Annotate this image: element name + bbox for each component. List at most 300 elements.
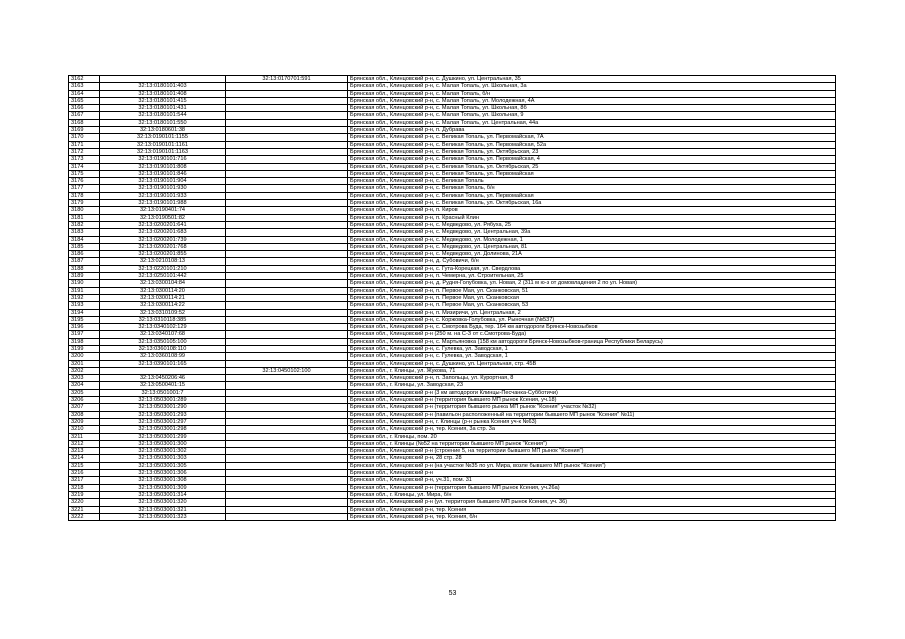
cadastral-number-cell: 32:13:0200201:683: [100, 229, 226, 236]
row-number-cell: 3166: [69, 105, 100, 112]
row-number-cell: 3192: [69, 294, 100, 301]
cadastral-number-alt-cell: 32:13:0170701:591: [226, 76, 348, 83]
cadastral-number-alt-cell: [226, 499, 348, 506]
table-row: [69, 83, 836, 90]
address-cell: Брянская обл., Клинцовский р-н, с. Душкино, ул. Центральная, стр. 45В: [348, 360, 836, 367]
table-row: [69, 309, 836, 316]
cadastral-number-alt-cell: [226, 221, 348, 228]
row-number-cell: 3212: [69, 440, 100, 447]
address-cell: Брянская обл., Клинцовский р-н, с. Гулевка, ул. Заводская, 1: [348, 345, 836, 352]
cadastral-number-alt-cell: [226, 229, 348, 236]
address-cell: Брянская обл., Клинцовский р-н, с. Малая Топаль, ул. Центральная, 44а: [348, 119, 836, 126]
row-number-cell: 3203: [69, 375, 100, 382]
cadastral-number-alt-cell: [226, 200, 348, 207]
cadastral-number-cell: 32:13:0350105:100: [100, 338, 226, 345]
row-number-cell: 3215: [69, 462, 100, 469]
table-row: [69, 448, 836, 455]
cadastral-number-cell: 32:13:0503001:314: [100, 491, 226, 498]
cadastral-number-cell: 32:13:0210108:13: [100, 258, 226, 265]
cadastral-number-alt-cell: [226, 302, 348, 309]
address-cell: Брянская обл., Клинцовский р-н (строение 5, на территории бывшего МП рынок "Ксения"): [348, 448, 836, 455]
address-cell: Брянская обл., г. Клинцы, ул. Жукова, 71: [348, 367, 836, 374]
cadastral-number-alt-cell: [226, 462, 348, 469]
page-number: 53: [448, 590, 457, 597]
cadastral-number-cell: 32:13:0450206:46: [100, 375, 226, 382]
cadastral-number-cell: 32:13:0190101:930: [100, 185, 226, 192]
row-number-cell: 3188: [69, 265, 100, 272]
cadastral-number-cell: 32:13:0190101:904: [100, 178, 226, 185]
row-number-cell: 3185: [69, 243, 100, 250]
address-cell: Брянская обл., Клинцовский р-н (территория бывшего МП рынок Ксения, уч.18): [348, 397, 836, 404]
row-number-cell: 3173: [69, 156, 100, 163]
table-row: [69, 170, 836, 177]
cadastral-number-alt-cell: [226, 258, 348, 265]
address-cell: Брянская обл., Клинцовский р-н, с. Медведово, ул. Молодежная, 1: [348, 236, 836, 243]
address-cell: Брянская обл., Клинцовский р-н, с. Медведово, ул. Долинова, 21А: [348, 251, 836, 258]
cadastral-number-cell: 32:13:0503001:299: [100, 433, 226, 440]
cadastral-number-alt-cell: [226, 316, 348, 323]
cadastral-number-alt-cell: [226, 411, 348, 418]
cadastral-number-cell: 32:13:0200201:855: [100, 251, 226, 258]
row-number-cell: 3191: [69, 287, 100, 294]
table-row: [69, 426, 836, 433]
cadastral-number-cell: 32:13:0503001:289: [100, 397, 226, 404]
row-number-cell: 3193: [69, 302, 100, 309]
cadastral-number-cell: 32:13:0503001:323: [100, 513, 226, 520]
table-row: [69, 258, 836, 265]
address-cell: Брянская обл., Клинцовский р-н, с. Душкино, ул. Центральная, 35: [348, 76, 836, 83]
table-row: [69, 411, 836, 418]
row-number-cell: 3175: [69, 170, 100, 177]
table-row: [69, 397, 836, 404]
address-cell: Брянская обл., Клинцовский р-н, п. Первое Мая, ул. Сканковская, 51: [348, 287, 836, 294]
table-row: [69, 148, 836, 155]
row-number-cell: 3187: [69, 258, 100, 265]
address-cell: Брянская обл., Клинцовский р-н, с. Медведово, ул. Центральная, 39а: [348, 229, 836, 236]
address-cell: Брянская обл., Клинцовский р-н, с. Великая Топаль, ул. Октябрьская, 25: [348, 163, 836, 170]
cadastral-number-alt-cell: [226, 389, 348, 396]
cadastral-number-alt-cell: [226, 294, 348, 301]
table-row: [69, 119, 836, 126]
cadastral-number-alt-cell: [226, 484, 348, 491]
table-row: [69, 200, 836, 207]
table-row: [69, 134, 836, 141]
table-row: [69, 338, 836, 345]
address-cell: Брянская обл., г. Клинцы, ул. Заводская, 23: [348, 382, 836, 389]
row-number-cell: 3190: [69, 280, 100, 287]
address-cell: Брянская обл., Клинцовский р-н (3 км автодороги Клинцы-Песчанка-Субботичи): [348, 389, 836, 396]
row-number-cell: 3182: [69, 221, 100, 228]
cadastral-number-cell: 32:13:0180101:550: [100, 119, 226, 126]
address-cell: Брянская обл., Клинцовский р-н, д. Субовичи, б/н: [348, 258, 836, 265]
address-cell: Брянская обл., Клинцовский р-н, г. Клинцы (р-н рынка Ксения уч-к №63): [348, 418, 836, 425]
cadastral-number-cell: 32:13:0300104:84: [100, 280, 226, 287]
row-number-cell: 3186: [69, 251, 100, 258]
address-cell: Брянская обл., Клинцовский р-н, тер. Ксения, 3а стр. 3а: [348, 426, 836, 433]
cadastral-number-alt-cell: [226, 477, 348, 484]
cadastral-number-cell: 32:13:0503001:293: [100, 411, 226, 418]
cadastral-number-cell: 32:13:0500401:15: [100, 382, 226, 389]
cadastral-number-alt-cell: [226, 506, 348, 513]
cadastral-number-alt-cell: [226, 513, 348, 520]
table-row: [69, 207, 836, 214]
table-row: [69, 178, 836, 185]
row-number-cell: 3171: [69, 141, 100, 148]
table-row: [69, 345, 836, 352]
table-row: [69, 90, 836, 97]
cadastral-number-alt-cell: [226, 243, 348, 250]
cadastral-number-cell: 32:13:0190101:1155: [100, 134, 226, 141]
cadastral-number-cell: 32:13:0190101:933: [100, 192, 226, 199]
table-row: [69, 433, 836, 440]
row-number-cell: 3165: [69, 97, 100, 104]
address-cell: Брянская обл., Клинцовский р-н, п. Красный Клин: [348, 214, 836, 221]
cadastral-number-alt-cell: [226, 309, 348, 316]
cadastral-number-cell: 32:13:0190101:988: [100, 200, 226, 207]
address-cell: Брянская обл., Клинцовский р-н (ул. территория бывшего МП рынок Ксения, уч. 36): [348, 499, 836, 506]
row-number-cell: 3213: [69, 448, 100, 455]
cadastral-number-cell: 32:13:0180101:408: [100, 90, 226, 97]
cadastral-number-alt-cell: [226, 382, 348, 389]
table-row: [69, 470, 836, 477]
table-row: [69, 236, 836, 243]
row-number-cell: 3206: [69, 397, 100, 404]
cadastral-number-alt-cell: [226, 112, 348, 119]
cadastral-number-cell: 32:13:0340102:129: [100, 324, 226, 331]
row-number-cell: 3195: [69, 316, 100, 323]
row-number-cell: 3219: [69, 491, 100, 498]
cadastral-number-cell: 32:13:0503001:309: [100, 484, 226, 491]
table-row: [69, 513, 836, 520]
address-cell: Брянская обл., Клинцовский р-н (павильон расположенный на территории бывшего МП рынок "Ксения" №11): [348, 411, 836, 418]
table-row: [69, 455, 836, 462]
address-cell: Брянская обл., Клинцовский р-н, п. Мизиричи, ул. Центральная, 2: [348, 309, 836, 316]
address-cell: Брянская обл., Клинцовский р-н, с. Великая Топаль, ул. Первомайская: [348, 192, 836, 199]
address-cell: Брянская обл., Клинцовский р-н, с. Великая Топаль, ул. Первомайская, 52а: [348, 141, 836, 148]
table-row: [69, 112, 836, 119]
address-cell: Брянская обл., Клинцовский р-н, п. Дубрава: [348, 127, 836, 134]
row-number-cell: 3211: [69, 433, 100, 440]
row-number-cell: 3205: [69, 389, 100, 396]
address-cell: Брянская обл., Клинцовский р-н, с. Медведово, ул. Рябуха, 25: [348, 221, 836, 228]
cadastral-number-cell: 32:13:0190101:1163: [100, 148, 226, 155]
row-number-cell: 3201: [69, 360, 100, 367]
table-row: [69, 484, 836, 491]
document-sheet: [68, 75, 835, 521]
cadastral-number-cell: 32:13:0190501:82: [100, 214, 226, 221]
cadastral-number-cell: 32:13:0360108:99: [100, 353, 226, 360]
address-cell: Брянская обл., Клинцовский р-н, с. Коржовка-Голубовка, ул. Рыночная (№537): [348, 316, 836, 323]
table-row: [69, 360, 836, 367]
cadastral-number-cell: 32:13:0503001:305: [100, 462, 226, 469]
cadastral-number-alt-cell: [226, 214, 348, 221]
table-row: [69, 192, 836, 199]
cadastral-number-alt-cell: [226, 287, 348, 294]
address-cell: Брянская обл., Клинцовский р-н, с. Великая Топаль, ул. Первомайская: [348, 170, 836, 177]
cadastral-number-cell: 32:13:0180101:415: [100, 97, 226, 104]
table-row: [69, 331, 836, 338]
cadastral-number-cell: 32:13:0503001:298: [100, 426, 226, 433]
table-row: [69, 382, 836, 389]
cadastral-number-alt-cell: [226, 97, 348, 104]
address-cell: Брянская обл., Клинцовский р-н: [348, 470, 836, 477]
row-number-cell: 3221: [69, 506, 100, 513]
cadastral-number-cell: 32:13:0190401:74: [100, 207, 226, 214]
cadastral-number-alt-cell: [226, 324, 348, 331]
row-number-cell: 3184: [69, 236, 100, 243]
table-row: [69, 127, 836, 134]
cadastral-number-alt-cell: [226, 83, 348, 90]
table-row: [69, 506, 836, 513]
cadastral-number-alt-cell: [226, 360, 348, 367]
row-number-cell: 3183: [69, 229, 100, 236]
address-cell: Брянская обл., Клинцовский р-н, с. Смотрова Буда, тер. 164 км автодороги Брянск-Новозыбков: [348, 324, 836, 331]
table-row: [69, 229, 836, 236]
table-row: [69, 156, 836, 163]
row-number-cell: 3167: [69, 112, 100, 119]
row-number-cell: 3196: [69, 324, 100, 331]
table-row: [69, 477, 836, 484]
table-row: [69, 141, 836, 148]
address-cell: Брянская обл., Клинцовский р-н, с. Великая Топаль, ул. Первомайская, 7А: [348, 134, 836, 141]
row-number-cell: 3208: [69, 411, 100, 418]
table-row: [69, 302, 836, 309]
cadastral-number-cell: 32:13:0503001:308: [100, 477, 226, 484]
row-number-cell: 3220: [69, 499, 100, 506]
cadastral-number-alt-cell: [226, 440, 348, 447]
row-number-cell: 3200: [69, 353, 100, 360]
address-cell: Брянская обл., Клинцовский р-н, с. Медведово, ул. Центральная, 81: [348, 243, 836, 250]
table-row: [69, 367, 836, 374]
table-row: [69, 97, 836, 104]
row-number-cell: 3176: [69, 178, 100, 185]
cadastral-number-alt-cell: [226, 338, 348, 345]
cadastral-number-alt-cell: [226, 134, 348, 141]
cadastral-number-alt-cell: [226, 397, 348, 404]
cadastral-number-cell: 32:13:0503001:306: [100, 470, 226, 477]
address-cell: Брянская обл., Клинцовский р-н, с. Великая Топаль, ул. Первомайская, 4: [348, 156, 836, 163]
cadastral-number-alt-cell: [226, 127, 348, 134]
table-row: [69, 243, 836, 250]
cadastral-number-alt-cell: 32:13:0450102:100: [226, 367, 348, 374]
row-number-cell: 3210: [69, 426, 100, 433]
address-cell: Брянская обл., Клинцовский р-н, с. Гулевка, ул. Заводская, 1: [348, 353, 836, 360]
address-cell: Брянская обл., Клинцовский р-н, с. Великая Топаль: [348, 178, 836, 185]
table-row: [69, 287, 836, 294]
cadastral-number-alt-cell: [226, 148, 348, 155]
table-row: [69, 265, 836, 272]
address-cell: Брянская обл., Клинцовский р-н, п. Чемерна, ул. Строительная, 25: [348, 273, 836, 280]
cadastral-number-cell: 32:13:0503001:321: [100, 506, 226, 513]
table-row: [69, 251, 836, 258]
table-row: [69, 316, 836, 323]
cadastral-number-alt-cell: [226, 141, 348, 148]
address-cell: Брянская обл., Клинцовский р-н, с. Гута-Корецкая, ул. Свердлова: [348, 265, 836, 272]
table-row: [69, 418, 836, 425]
row-number-cell: 3164: [69, 90, 100, 97]
row-number-cell: 3209: [69, 418, 100, 425]
cadastral-number-cell: 32:13:0200201:641: [100, 221, 226, 228]
cadastral-number-cell: 32:13:0190101:716: [100, 156, 226, 163]
table-body: [69, 76, 836, 521]
address-cell: Брянская обл., Клинцовский р-н, п. Первое Мая, ул. Сканковская, 53: [348, 302, 836, 309]
cadastral-number-cell: 32:13:0220101:210: [100, 265, 226, 272]
cadastral-number-cell: 32:13:0310109:52: [100, 309, 226, 316]
cadastral-number-cell: [100, 367, 226, 374]
table-row: [69, 353, 836, 360]
cadastral-number-alt-cell: [226, 265, 348, 272]
table-row: [69, 76, 836, 83]
cadastral-number-cell: 32:13:0503001:302: [100, 448, 226, 455]
address-cell: Брянская обл., Клинцовский р-н, с. Великая Топаль, ул. Октябрьская, 23: [348, 148, 836, 155]
cadastral-number-alt-cell: [226, 375, 348, 382]
cadastral-number-cell: 32:13:0190101:1161: [100, 141, 226, 148]
cadastral-number-alt-cell: [226, 470, 348, 477]
row-number-cell: 3162: [69, 76, 100, 83]
table-row: [69, 294, 836, 301]
table-row: [69, 105, 836, 112]
row-number-cell: 3179: [69, 200, 100, 207]
cadastral-number-alt-cell: [226, 353, 348, 360]
address-cell: Брянская обл., Клинцовский р-н, с. Малая Топаль, ул. Школьная, 9: [348, 112, 836, 119]
row-number-cell: 3216: [69, 470, 100, 477]
address-cell: Брянская обл., Клинцовский р-н, 28 стр. 28: [348, 455, 836, 462]
cadastral-number-cell: 32:13:0250101:442: [100, 273, 226, 280]
row-number-cell: 3214: [69, 455, 100, 462]
address-cell: Брянская обл., Клинцовский р-н, п. Запольцы, ул. Курортная, 8: [348, 375, 836, 382]
row-number-cell: 3197: [69, 331, 100, 338]
row-number-cell: 3181: [69, 214, 100, 221]
cadastral-number-cell: 32:13:0200201:768: [100, 243, 226, 250]
row-number-cell: 3168: [69, 119, 100, 126]
row-number-cell: 3202: [69, 367, 100, 374]
cadastral-number-alt-cell: [226, 491, 348, 498]
cadastral-number-cell: 32:13:0180101:431: [100, 105, 226, 112]
table-row: [69, 440, 836, 447]
address-cell: Брянская обл., Клинцовский р-н (250 м. на С-З от с.Смотрова-Буда): [348, 331, 836, 338]
address-cell: Брянская обл., Клинцовский р-н, п. Киров: [348, 207, 836, 214]
cadastral-number-cell: 32:13:0300114:21: [100, 294, 226, 301]
address-cell: Брянская обл., Клинцовский р-н, с. Малая Топаль, ул. Школьная, 3а: [348, 83, 836, 90]
address-cell: Брянская обл., г. Клинцы (№52 на территории бывшего МП рынок "Ксения"): [348, 440, 836, 447]
cadastral-number-cell: 32:13:0503001:320: [100, 499, 226, 506]
table-row: [69, 221, 836, 228]
cadastral-number-alt-cell: [226, 331, 348, 338]
address-cell: Брянская обл., Клинцовский р-н, с. Малая Топаль, ул. Школьная, 8б: [348, 105, 836, 112]
address-cell: Брянская обл., г. Клинцы, пом. 20: [348, 433, 836, 440]
cadastral-number-alt-cell: [226, 345, 348, 352]
address-cell: Брянская обл., Клинцовский р-н, тер. Ксения: [348, 506, 836, 513]
cadastral-number-alt-cell: [226, 426, 348, 433]
cadastral-number-alt-cell: [226, 163, 348, 170]
cadastral-number-cell: 32:13:0300114:22: [100, 302, 226, 309]
table-row: [69, 273, 836, 280]
address-cell: Брянская обл., Клинцовский р-н (территория бывшего рынка МП рынок "Ксения" участок №32): [348, 404, 836, 411]
address-cell: Брянская обл., Клинцовский р-н, с. Малая Топаль, ул. Молодежная, 4А: [348, 97, 836, 104]
cadastral-number-alt-cell: [226, 448, 348, 455]
address-cell: Брянская обл., Клинцовский р-н, д. Рудня-Голубовка, ул. Новая, 2 (311 м ю-з от домовладения 2 по ул. Новая): [348, 280, 836, 287]
address-cell: Брянская обл., г. Клинцы, ул. Мира, б/н: [348, 491, 836, 498]
cadastral-number-cell: 32:13:0340107:68: [100, 331, 226, 338]
table-row: [69, 389, 836, 396]
row-number-cell: 3204: [69, 382, 100, 389]
cadastral-number-alt-cell: [226, 119, 348, 126]
row-number-cell: 3218: [69, 484, 100, 491]
address-cell: Брянская обл., Клинцовский р-н (на участке №35 по ул. Мира, возле бывшего МП рынок "Ксения"): [348, 462, 836, 469]
cadastral-number-cell: 32:13:0300114:20: [100, 287, 226, 294]
cadastral-number-cell: 32:13:0390101:165: [100, 360, 226, 367]
address-cell: Брянская обл., Клинцовский р-н, тер. Ксения, б/н: [348, 513, 836, 520]
cadastral-number-alt-cell: [226, 236, 348, 243]
row-number-cell: 3194: [69, 309, 100, 316]
table-row: [69, 324, 836, 331]
row-number-cell: 3180: [69, 207, 100, 214]
cadastral-number-alt-cell: [226, 418, 348, 425]
cadastral-number-alt-cell: [226, 170, 348, 177]
address-cell: Брянская обл., Клинцовский р-н, с. Великая Топаль, ул. Октябрьская, 16а: [348, 200, 836, 207]
address-cell: Брянская обл., Клинцовский р-н, с. Малая Топаль, б/н: [348, 90, 836, 97]
cadastral-number-cell: 32:13:0360108:110: [100, 345, 226, 352]
table-row: [69, 499, 836, 506]
cadastral-number-alt-cell: [226, 192, 348, 199]
table-row: [69, 404, 836, 411]
cadastral-number-alt-cell: [226, 404, 348, 411]
cadastral-number-alt-cell: [226, 105, 348, 112]
address-cell: Брянская обл., Клинцовский р-н, с. Великая Топаль, б/н: [348, 185, 836, 192]
cadastral-number-alt-cell: [226, 251, 348, 258]
property-table: [68, 75, 836, 521]
row-number-cell: 3198: [69, 338, 100, 345]
cadastral-number-cell: 32:13:0503001:290: [100, 404, 226, 411]
cadastral-number-alt-cell: [226, 156, 348, 163]
cadastral-number-alt-cell: [226, 207, 348, 214]
cadastral-number-cell: 32:13:0190101:846: [100, 170, 226, 177]
row-number-cell: 3178: [69, 192, 100, 199]
row-number-cell: 3222: [69, 513, 100, 520]
table-row: [69, 163, 836, 170]
row-number-cell: 3217: [69, 477, 100, 484]
cadastral-number-cell: 32:13:0310118:385: [100, 316, 226, 323]
row-number-cell: 3172: [69, 148, 100, 155]
cadastral-number-alt-cell: [226, 185, 348, 192]
address-cell: Брянская обл., Клинцовский р-н, уч.31, пом. 31: [348, 477, 836, 484]
row-number-cell: 3189: [69, 273, 100, 280]
table-row: [69, 185, 836, 192]
cadastral-number-cell: 32:13:0200201:739: [100, 236, 226, 243]
table-row: [69, 280, 836, 287]
address-cell: Брянская обл., Клинцовский р-н (территория бывшего МП рынок Ксения, уч.26а): [348, 484, 836, 491]
cadastral-number-cell: 32:13:0503001:303: [100, 455, 226, 462]
cadastral-number-cell: 32:13:0501001:7: [100, 389, 226, 396]
table-row: [69, 214, 836, 221]
cadastral-number-cell: 32:13:0503001:297: [100, 418, 226, 425]
row-number-cell: 3177: [69, 185, 100, 192]
cadastral-number-cell: 32:13:0503001:300: [100, 440, 226, 447]
cadastral-number-cell: [100, 76, 226, 83]
table-row: [69, 375, 836, 382]
cadastral-number-cell: 32:13:0180101:403: [100, 83, 226, 90]
cadastral-number-alt-cell: [226, 280, 348, 287]
cadastral-number-cell: 32:13:0190101:808: [100, 163, 226, 170]
cadastral-number-alt-cell: [226, 178, 348, 185]
row-number-cell: 3199: [69, 345, 100, 352]
cadastral-number-alt-cell: [226, 455, 348, 462]
row-number-cell: 3207: [69, 404, 100, 411]
cadastral-number-alt-cell: [226, 273, 348, 280]
row-number-cell: 3163: [69, 83, 100, 90]
row-number-cell: 3169: [69, 127, 100, 134]
table-row: [69, 491, 836, 498]
